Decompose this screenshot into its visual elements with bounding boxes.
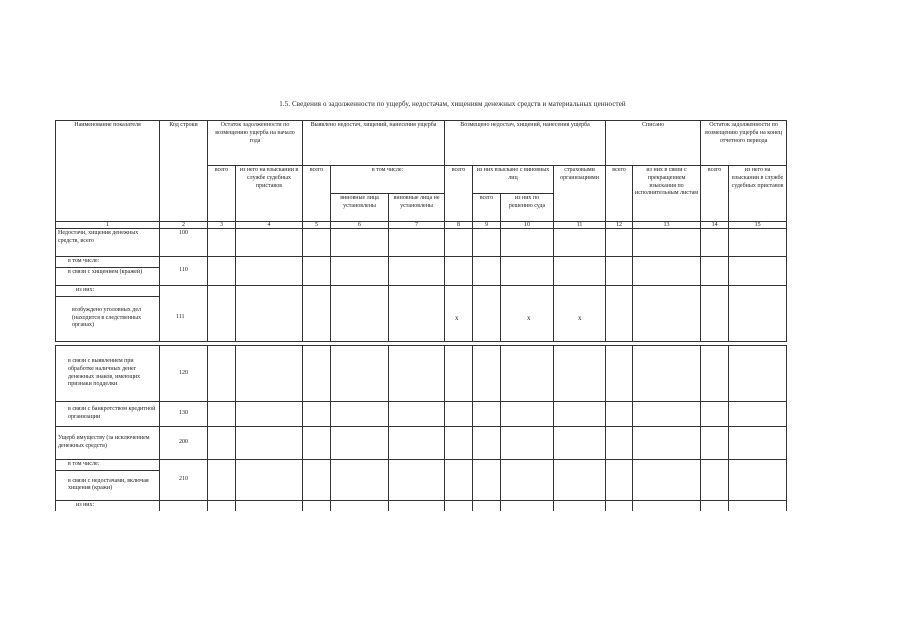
row-label: в связи с хищением (кражей) — [56, 267, 160, 285]
row-label: из них: — [56, 500, 160, 510]
header-written-off: Списано — [606, 121, 701, 166]
header-compensated-total: всего — [445, 166, 473, 222]
table-row-of-them-1 — [56, 285, 787, 296]
table-row-130 — [56, 402, 787, 427]
document-title: 1.5. Сведения о задолженности по ущербу, недостачам, хищениям денежных средств и материальных ценностей — [279, 100, 626, 108]
row-code: 110 — [160, 257, 208, 286]
header-code: Код строки — [160, 121, 208, 222]
header-compensated: Возмещено недостач, хищений, нанесения ущерба — [445, 121, 606, 166]
table-row-incl-2 — [56, 460, 787, 471]
x-mark-col8: x — [455, 314, 459, 322]
header-balance-start-total: всего — [208, 166, 236, 222]
header-revealed: Выявлено недостач, хищений, нанесения ущерба — [303, 121, 445, 166]
x-mark-col10: x — [527, 314, 531, 322]
table-row-120 — [56, 346, 787, 402]
row-label: из них: — [56, 285, 160, 296]
row-code-111: 111 — [176, 314, 185, 320]
header-from-culprits: из них взыскано с виновных лиц — [473, 166, 554, 194]
header-revealed-total: всего — [303, 166, 331, 222]
col-number: 11 — [554, 222, 606, 229]
col-number: 3 — [208, 222, 236, 229]
report-table-continued — [55, 345, 787, 511]
col-number: 12 — [606, 222, 633, 229]
table-row-of-them-2 — [56, 500, 787, 510]
row-label: возбуждено уголовных дел (находится в следственных органах) — [56, 296, 160, 341]
row-code: 210 — [160, 460, 208, 501]
table-row-incl-1 — [56, 257, 787, 268]
row-label: в том числе: — [56, 257, 160, 268]
row-code: 130 — [160, 402, 208, 427]
col-number: 15 — [729, 222, 787, 229]
row-label: в связи с выявлением при обработке наличных денег денежных знаков, имеющих признаки подделки — [56, 346, 160, 402]
col-number: 4 — [236, 222, 303, 229]
row-label: в том числе: — [56, 460, 160, 471]
table-row-200 — [56, 427, 787, 460]
col-number: 13 — [633, 222, 701, 229]
col-number: 7 — [389, 222, 445, 229]
header-indicator: Наименование показателя — [56, 121, 160, 222]
header-insurers: страховыми организациями — [554, 166, 606, 222]
col-number: 14 — [701, 222, 729, 229]
x-mark-col11: x — [578, 314, 582, 322]
header-by-court: из них по решению суда — [501, 194, 554, 222]
report-table — [55, 120, 787, 342]
header-revealed-including: в том числе: — [331, 166, 445, 194]
col-number: 9 — [473, 222, 501, 229]
table-row-100 — [56, 229, 787, 257]
header-culprits-unknown: виновные лица не установлены — [389, 194, 445, 222]
header-culprits-total: всего — [473, 194, 501, 222]
row-code: 200 — [160, 427, 208, 460]
column-numbers-row — [56, 222, 787, 229]
col-number: 8 — [445, 222, 473, 229]
header-written-off-bailiffs: из них в связи с прекращением взыскания по исполнительным листам — [633, 166, 701, 222]
row-label: Ущерб имуществу (за исключением денежных средств) — [56, 427, 160, 460]
header-balance-start: Остаток задолженности по возмещению ущерба на начало года — [208, 121, 303, 166]
col-number: 5 — [303, 222, 331, 229]
header-bailiffs-recovery: из него на взыскании в службе судебных приставов — [236, 166, 303, 222]
col-number: 6 — [331, 222, 389, 229]
header-written-off-total: всего — [606, 166, 633, 222]
header-culprits-found: виновные лица установлены — [331, 194, 389, 222]
row-label: Недостачи, хищения денежных средств, всего — [56, 229, 160, 257]
header-on-recovery-bailiffs: из него на взыскании в службе судебных приставов — [729, 166, 787, 222]
row-code: 120 — [160, 346, 208, 402]
col-number: 1 — [56, 222, 160, 229]
header-row-1 — [56, 121, 787, 166]
col-number: 2 — [160, 222, 208, 229]
row-label: в связи с недостачами, включая хищения (кражи) — [56, 470, 160, 500]
header-balance-end-total: всего — [701, 166, 729, 222]
col-number: 10 — [501, 222, 554, 229]
row-code: 100 — [160, 229, 208, 257]
row-label: в связи с банкротством кредитной организации — [56, 402, 160, 427]
header-balance-end: Остаток задолженности по возмещению ущерба на конец отчетного периода — [701, 121, 787, 166]
